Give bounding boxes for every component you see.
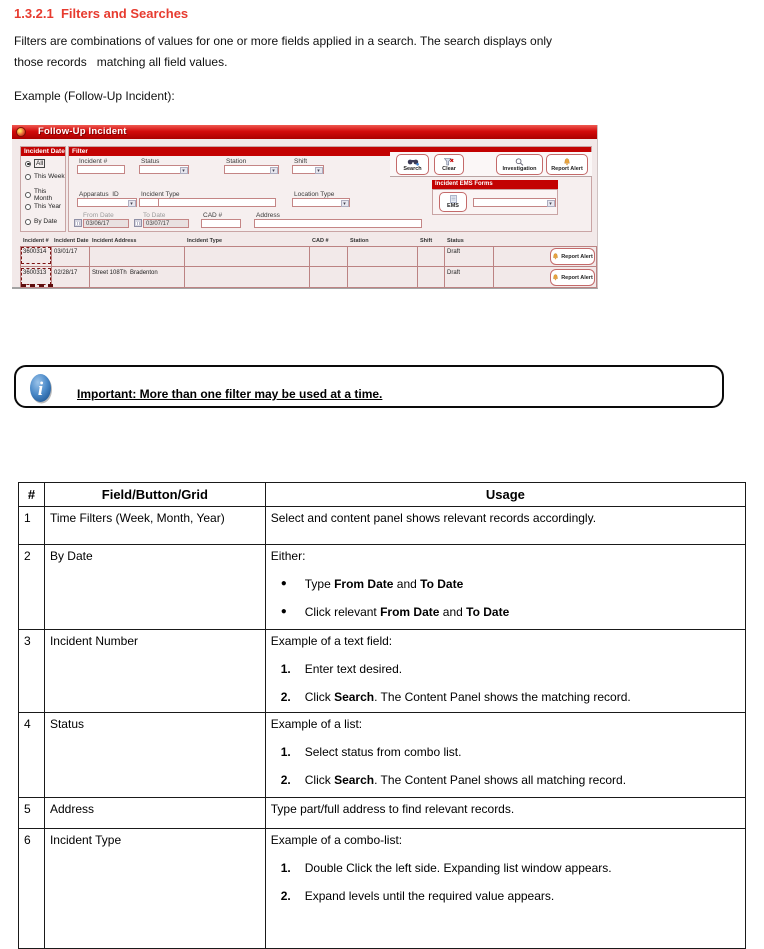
radio-this-year-icon[interactable] [25,204,31,210]
usage-text: . The Content Panel shows the matching record. [374,690,631,704]
important-note-callout [14,365,724,408]
table-row [19,713,746,798]
radio-this-month[interactable] [25,188,65,202]
incident-number-input[interactable] [77,165,125,174]
clear-filter-icon [444,158,454,166]
ems-button-label: EMS [447,203,459,209]
radio-this-week[interactable] [25,173,65,180]
to-date-value: 03/07/17 [146,221,170,227]
bell-icon [552,274,559,281]
usage-text-bold: From Date [334,577,394,591]
report-alert-button[interactable] [546,154,588,175]
to-date-label: To Date [143,212,166,219]
station-combo[interactable] [224,165,279,174]
grid-cell-incident-number[interactable]: 3600314 [23,249,47,255]
bullet-icon: ● [280,606,287,617]
calendar-icon[interactable] [134,219,142,227]
incident-type-input-divider [158,199,159,206]
usage-text: and [393,577,421,591]
filter-panel-header: Filter [69,147,591,156]
usage-intro: Select and content panel shows relevant records accordingly. [270,511,597,525]
incident-number-label: Incident # [79,158,108,165]
grid-line [20,287,597,288]
usage-intro: Example of a combo-list: [270,833,403,847]
dropdown-arrow-icon[interactable]: ▾ [547,200,555,207]
apparatus-id-label: Apparatus ID [79,191,119,198]
item-number: 2. [280,889,291,903]
row-usage [265,630,745,713]
ems-button[interactable] [439,192,467,212]
radio-all[interactable] [25,159,45,168]
grid-col-shift: Shift [420,238,433,244]
grid-cell-incident-date[interactable]: 03/01/17 [54,249,78,255]
location-type-combo[interactable] [292,198,350,207]
station-label: Station [226,158,247,165]
usage-intro: Type part/full address to find relevant records. [270,802,515,816]
usage-intro: Example of a text field: [270,634,393,648]
grid-cell-status[interactable]: Draft [447,249,461,255]
item-number: 2. [280,690,291,704]
usage-numbered-item [281,745,740,759]
intro-paragraph-line2: those records matching all field values. [14,55,228,69]
grid-col-incident-address: Incident Address [92,238,137,244]
usage-text: Expand levels until the required value appears. [304,889,555,903]
header-field: Field/Button/Grid [44,483,265,507]
header-num: # [19,483,45,507]
dropdown-arrow-icon[interactable]: ▾ [315,167,323,174]
grid-line [347,246,348,287]
usage-text-bold: From Date [380,605,440,619]
usage-text-bold: Search [334,690,375,704]
usage-bullet-item [281,577,740,591]
row-report-alert-button[interactable] [550,248,595,265]
grid-col-incident-number: Incident # [23,238,49,244]
svg-text:i: i [37,379,44,400]
example-label: Example (Follow-Up Incident): [14,89,175,103]
field-usage-table [18,482,746,949]
incident-type-input[interactable] [139,198,276,207]
usage-numbered-item [281,773,740,787]
incident-type-label: Incident Type [141,191,180,198]
radio-by-date-icon[interactable] [25,219,31,225]
to-date-input[interactable] [143,219,189,228]
window-title-bar [12,125,597,139]
usage-numbered-item [281,861,740,875]
magnifier-icon [515,158,524,166]
usage-text: Click [304,690,335,704]
item-number: 2. [280,773,291,787]
selection-outline [21,284,55,287]
radio-this-month-icon[interactable] [25,192,31,198]
row-field: Status [44,713,265,798]
important-note-text: Important: More than one filter may be used at a time. [77,387,383,401]
dropdown-arrow-icon[interactable]: ▾ [128,200,136,207]
radio-this-week-icon[interactable] [25,174,31,180]
usage-text: . The Content Panel shows all matching record. [374,773,627,787]
row-usage [265,829,745,949]
grid-line [493,246,494,287]
radio-by-date-label[interactable]: By Date [34,218,58,225]
usage-text: Select status from combo list. [304,745,462,759]
address-input[interactable] [254,219,422,228]
ems-forms-combo[interactable] [473,198,556,207]
grid-line [184,246,185,287]
row-field: Time Filters (Week, Month, Year) [44,507,265,545]
item-number: 1. [280,662,291,676]
info-icon [29,373,53,409]
grid-cell-status[interactable]: Draft [447,270,461,276]
apparatus-id-combo[interactable] [77,198,137,207]
row-usage [265,713,745,798]
grid-col-station: Station [350,238,369,244]
usage-numbered-item [281,662,740,676]
row-num: 5 [19,798,45,829]
binoculars-icon [407,158,419,166]
grid-line [444,246,445,287]
bullet-icon: ● [280,578,287,589]
row-num: 4 [19,713,45,798]
usage-intro: Example of a list: [270,717,363,731]
dropdown-arrow-icon[interactable]: ▾ [341,200,349,207]
table-row [19,829,746,949]
radio-this-year-label[interactable]: This Year [34,203,62,210]
from-date-value: 03/06/17 [86,221,110,227]
row-num: 6 [19,829,45,949]
calendar-icon[interactable] [74,219,82,227]
filter-panel [68,146,592,232]
usage-text: Type [304,577,335,591]
header-usage: Usage [265,483,745,507]
grid-cell-incident-date[interactable]: 02/28/17 [54,270,78,276]
radio-this-week-label[interactable]: This Week [34,173,65,180]
grid-line [596,246,597,287]
intro-paragraph-line1: Filters are combinations of values for one or more fields applied in a search. The search displays only [14,34,553,48]
cad-number-input[interactable] [201,219,241,228]
grid-cell-incident-address[interactable]: Street 108Th Bradenton [92,270,158,276]
item-number: 1. [280,745,291,759]
investigation-button-label: Investigation [502,166,537,172]
table-row [19,630,746,713]
from-date-label: From Date [83,212,114,219]
grid-cell-incident-number[interactable]: 3600313 [23,270,47,276]
usage-text: Double Click the left side. Expanding list window appears. [304,861,612,875]
address-label: Address [256,212,280,219]
row-usage [265,545,745,630]
cad-number-label: CAD # [203,212,223,219]
grid-line [417,246,418,287]
report-alert-button-label: Report Alert [551,166,583,172]
grid-col-incident-date: Incident Date [54,238,89,244]
clear-button[interactable] [434,154,464,175]
bell-icon [552,253,559,260]
row-field: By Date [44,545,265,630]
row-num: 3 [19,630,45,713]
row-field: Incident Type [44,829,265,949]
incident-date-panel-header: Incident Date [21,147,65,156]
usage-numbered-item [281,889,740,903]
shift-combo[interactable] [292,165,324,174]
search-button-label: Search [403,166,422,172]
ems-forms-panel-header: Incident EMS Forms [432,180,558,189]
ems-forms-panel [432,189,558,215]
radio-this-month-label[interactable]: This Month [34,188,53,202]
from-date-input[interactable] [83,219,129,228]
row-usage [265,507,745,545]
grid-line [89,246,90,287]
usage-text: Click [304,773,335,787]
row-report-alert-label: Report Alert [561,253,593,260]
row-num: 2 [19,545,45,630]
usage-text-bold: Search [334,773,375,787]
section-heading: 1.3.2.1 Filters and Searches [14,6,189,21]
row-num: 1 [19,507,45,545]
follow-up-incident-screenshot [12,125,598,289]
row-field: Address [44,798,265,829]
usage-intro: Either: [270,549,306,563]
app-badge-icon [16,127,26,137]
ems-form-icon [450,195,457,203]
usage-text: Click relevant [304,605,381,619]
search-toolbar [390,152,592,177]
radio-all-label[interactable]: All [36,160,44,167]
usage-text: Enter text desired. [304,662,403,676]
intro-paragraph [14,31,552,73]
grid-col-incident-type: Incident Type [187,238,223,244]
bell-icon [563,158,571,166]
table-header-row [19,483,746,507]
grid-col-status: Status [447,238,464,244]
table-row [19,507,746,545]
radio-this-year[interactable] [25,203,61,210]
row-usage [265,798,745,829]
location-type-label: Location Type [294,191,335,198]
search-button[interactable] [396,154,429,175]
usage-text: and [439,605,467,619]
clear-button-label: Clear [442,166,456,172]
grid-col-cad-number: CAD # [312,238,329,244]
usage-numbered-item [281,690,740,704]
radio-all-icon[interactable] [25,161,31,167]
dropdown-arrow-icon[interactable]: ▾ [270,167,278,174]
window-title: Follow-Up Incident [38,126,127,137]
incident-date-panel [20,146,66,232]
item-number: 1. [280,861,291,875]
dropdown-arrow-icon[interactable]: ▾ [180,167,188,174]
radio-by-date[interactable] [25,218,57,225]
table-row [19,798,746,829]
shift-label: Shift [294,158,308,165]
usage-bullet-item [281,605,740,619]
usage-text-bold: To Date [466,605,510,619]
status-combo[interactable] [139,165,189,174]
row-report-alert-label: Report Alert [561,274,593,281]
row-report-alert-button[interactable] [550,269,595,286]
investigation-button[interactable] [496,154,543,175]
row-field: Incident Number [44,630,265,713]
status-label: Status [141,158,160,165]
table-row [19,545,746,630]
grid-line [309,246,310,287]
usage-text-bold: To Date [420,577,464,591]
grid-line [51,246,52,287]
